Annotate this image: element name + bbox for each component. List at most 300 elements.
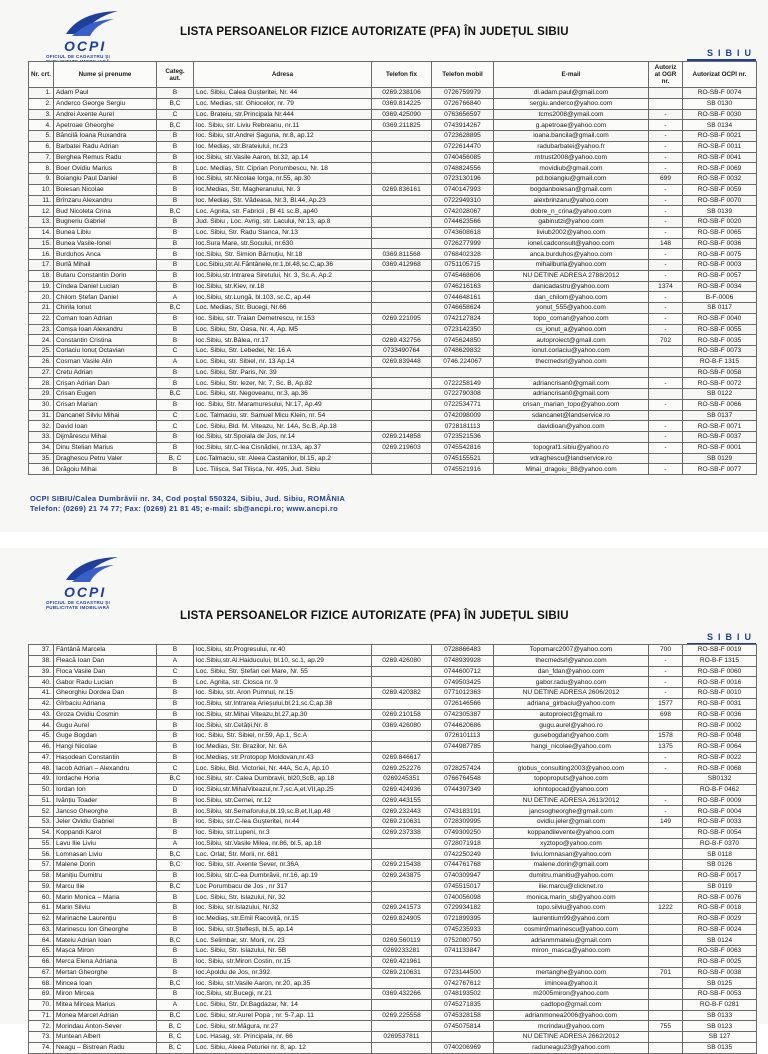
ocpi-number: RO-SB-F 0076	[683, 892, 757, 903]
authorization-category: B	[157, 238, 194, 249]
ogr-number: -	[649, 270, 683, 281]
ogr-number: -	[649, 464, 683, 475]
authorization-category: B	[157, 324, 194, 335]
person-name: Groza Ovidiu Cosmin	[54, 709, 157, 720]
address: loc.Apoldu de Jos, nr.392	[194, 967, 372, 978]
row-number: 44.	[29, 720, 54, 731]
email: mcrindau@yahoo.com	[494, 1021, 649, 1032]
ogr-number: 701	[649, 967, 683, 978]
email: NU DETINE ADRESA 2788/2012	[494, 270, 649, 281]
person-name: Miron Mircea	[54, 989, 157, 1000]
ogr-number	[649, 720, 683, 731]
row-number: 41.	[29, 688, 54, 699]
address: Loc. Brateiu, str.Principala Nr.444	[194, 109, 372, 120]
phone-mobile: 0748629832	[432, 346, 494, 357]
row-number: 69.	[29, 989, 54, 1000]
row-number: 56.	[29, 849, 54, 860]
person-name: Brînzaru Alexandru	[54, 195, 157, 206]
row-number: 42.	[29, 698, 54, 709]
email: Mihai_dragoiu_88@yahoo.com	[494, 464, 649, 475]
address: Loc. Sibiu, str.Aurel Popa , nr. 5-7,ap. 11	[194, 1010, 372, 1021]
row-number: 12.	[29, 206, 54, 217]
ocpi-number: SB 0124	[683, 935, 757, 946]
phone-mobile: 0751105715	[432, 260, 494, 271]
address: Loc. Sibiu, str.Măgura, nr.27	[194, 1021, 372, 1032]
authorization-category: B	[157, 795, 194, 806]
table-row	[29, 109, 757, 120]
person-name: Marinescu Ion Gheorghe	[54, 924, 157, 935]
person-name: Dancanet Silviu Mihai	[54, 410, 157, 421]
email: topo_coman@yahoo.com	[494, 313, 649, 324]
ocpi-number: RO-SB-F 0060	[683, 666, 757, 677]
address: Loc. Sibiu, Str. Paris, Nr. 39	[194, 367, 372, 378]
table-row	[29, 432, 757, 443]
person-name: David Ioan	[54, 421, 157, 432]
authorization-category: C	[157, 421, 194, 432]
address: loc. Sibiu, Str. Sibiel, nr.59, Ap.1, Sc.A	[194, 731, 372, 742]
table-row	[29, 195, 757, 206]
ogr-number: -	[649, 442, 683, 453]
table-row	[29, 174, 757, 185]
ogr-number	[649, 849, 683, 860]
authorization-category: B	[157, 217, 194, 228]
table-row	[29, 88, 757, 99]
address: loc. Sibiu, str. Axente Sever, nr.36A	[194, 860, 372, 871]
table-row	[29, 967, 757, 978]
ogr-number	[649, 956, 683, 967]
phone-fixed	[372, 892, 432, 903]
authorization-category: B	[157, 946, 194, 957]
authorization-category: B	[157, 399, 194, 410]
email: hangi_nicolae@yahoo.com	[494, 741, 649, 752]
phone-mobile: 0746658624	[432, 303, 494, 314]
logo-brand: OCPI	[64, 38, 107, 54]
authorization-category: B	[157, 698, 194, 709]
header-nr: Nr. crt.	[29, 62, 54, 88]
row-number: 17.	[29, 260, 54, 271]
row-number: 19.	[29, 281, 54, 292]
ogr-number	[649, 88, 683, 99]
ogr-number: -	[649, 795, 683, 806]
row-number: 13.	[29, 217, 54, 228]
header-name: Nume și prenume	[54, 62, 157, 88]
address: Jud. Sibiu , Loc. Avrig, str. Lacului, Nr.13, ap.8	[194, 217, 372, 228]
person-name: Cosman Vasile Alin	[54, 356, 157, 367]
authorization-category: B	[157, 432, 194, 443]
phone-fixed	[372, 281, 432, 292]
phone-fixed	[372, 163, 432, 174]
person-name: Monea Marcel Adrian	[54, 1010, 157, 1021]
authorization-category: B	[157, 152, 194, 163]
person-name: Floca Vasile Dan	[54, 666, 157, 677]
phone-fixed: 0269.836161	[372, 184, 432, 195]
ogr-number	[649, 935, 683, 946]
page-separator	[0, 532, 768, 548]
email: crisan_marian_topo@yahoo.com	[494, 399, 649, 410]
phone-fixed: 0269.839448	[372, 356, 432, 367]
phone-fixed: 0269.237338	[372, 827, 432, 838]
address: loc.Sibiu, str.Cernei, nr.12	[194, 795, 372, 806]
phone-mobile: 0771012363	[432, 688, 494, 699]
phone-fixed: 0269537811	[372, 1032, 432, 1043]
phone-mobile: 0748824556	[432, 163, 494, 174]
table-row	[29, 720, 757, 731]
email: bogdanboiesan@gmail.com	[494, 184, 649, 195]
ogr-number	[649, 881, 683, 892]
email: dumitru.manitiu@yahoo.com	[494, 870, 649, 881]
person-name: Lavu Ilie Liviu	[54, 838, 157, 849]
address: Loc. Hasag, str. Principala, nr. 66	[194, 1032, 372, 1043]
table-row	[29, 881, 757, 892]
ocpi-number: RO-SB-F 0029	[683, 913, 757, 924]
phone-mobile: 0744648161	[432, 292, 494, 303]
table-row	[29, 313, 757, 324]
ocpi-number: RO-SB-F 0010	[683, 688, 757, 699]
address: loc.Medias, Str. Brazilor, Nr. 6A	[194, 741, 372, 752]
row-number: 4.	[29, 120, 54, 131]
row-number: 14.	[29, 227, 54, 238]
phone-fixed	[372, 741, 432, 752]
ogr-number: -	[649, 806, 683, 817]
ogr-number	[649, 838, 683, 849]
phone-fixed: 0269.221095	[372, 313, 432, 324]
table-row	[29, 688, 757, 699]
row-number: 71.	[29, 1010, 54, 1021]
ogr-number	[649, 1010, 683, 1021]
table-row	[29, 421, 757, 432]
phone-fixed	[372, 238, 432, 249]
authorization-category: A	[157, 292, 194, 303]
authorization-category: B	[157, 313, 194, 324]
email: adrianmonea2006@yahoo.com	[494, 1010, 649, 1021]
ocpi-number: RO-SB-F 0018	[683, 903, 757, 914]
authorization-category: A	[157, 356, 194, 367]
email: vdraghescu@landservice.ro	[494, 453, 649, 464]
row-number: 30.	[29, 399, 54, 410]
address: loc. Sibiu, str. Traian Demetrescu, nr.153	[194, 313, 372, 324]
email: malene.dorin@gmail.com	[494, 860, 649, 871]
ocpi-number: RO-SB-F 0025	[683, 956, 757, 967]
phone-fixed	[372, 881, 432, 892]
phone-mobile: 0723521536	[432, 432, 494, 443]
authorization-category: B	[157, 464, 194, 475]
phone-mobile	[432, 795, 494, 806]
authorization-category: B	[157, 677, 194, 688]
row-number: 15.	[29, 238, 54, 249]
person-name: Gabor Radu Lucian	[54, 677, 157, 688]
phone-fixed	[372, 1042, 432, 1053]
phone-fixed: 0269.241573	[372, 903, 432, 914]
ogr-number: -	[649, 120, 683, 131]
phone-fixed: 0369.211825	[372, 120, 432, 131]
authorization-category: B	[157, 174, 194, 185]
authorization-category: B,C	[157, 120, 194, 131]
ogr-number	[649, 892, 683, 903]
ocpi-number: RO-SB-F 0059	[683, 184, 757, 195]
row-number: 29.	[29, 389, 54, 400]
phone-fixed	[372, 677, 432, 688]
person-name: Cîndea Daniel Lucian	[54, 281, 157, 292]
header-address: Adresa	[194, 62, 372, 88]
authorization-category: B,C	[157, 1010, 194, 1021]
phone-fixed: 0269245351	[372, 774, 432, 785]
email: jancsogheorghe@gmail.com	[494, 806, 649, 817]
table-row	[29, 763, 757, 774]
ocpi-number: SB 0117	[683, 303, 757, 314]
ogr-number	[649, 356, 683, 367]
email: NU DETINE ADRESA 2606/2012	[494, 688, 649, 699]
person-name: Butaru Constantin Dorin	[54, 270, 157, 281]
authorization-category: B	[157, 195, 194, 206]
phone-mobile: 0722258149	[432, 378, 494, 389]
phone-fixed	[372, 645, 432, 656]
phone-mobile: 0722949310	[432, 195, 494, 206]
email: mtrust2008@yahoo.com	[494, 152, 649, 163]
address: Loc. Sibiu, Str. Ștefan cel Mare, Nr. 55	[194, 666, 372, 677]
phone-fixed: 0269.560119	[372, 935, 432, 946]
ocpi-number: SB 0133	[683, 1010, 757, 1021]
address: loc.Sibiu, str.C-ea Dumbrăvii, nr.16, ap.19	[194, 870, 372, 881]
email: cs_ionut_a@yahoo.com	[494, 324, 649, 335]
ogr-number	[649, 1032, 683, 1043]
row-number: 27.	[29, 367, 54, 378]
authorization-category: B,C	[157, 774, 194, 785]
ogr-number: -	[649, 249, 683, 260]
authorization-category: B	[157, 709, 194, 720]
ocpi-number: RO-SB-F 0035	[683, 335, 757, 346]
document-page-2	[0, 548, 768, 1052]
row-number: 22.	[29, 313, 54, 324]
phone-fixed: 0269.420382	[372, 688, 432, 699]
row-number: 51.	[29, 795, 54, 806]
address: loc. Sibiu, str. Aron Pumnul, nr.15	[194, 688, 372, 699]
phone-fixed	[372, 698, 432, 709]
ogr-number: -	[649, 666, 683, 677]
row-number: 21.	[29, 303, 54, 314]
authorization-category: A	[157, 838, 194, 849]
ocpi-number: RO-SB-F 0068	[683, 763, 757, 774]
phone-mobile	[432, 367, 494, 378]
phone-mobile: 0748939928	[432, 655, 494, 666]
header-ocpi: Autorizat OCPI nr.	[683, 62, 757, 88]
address: loc.Sibiu, str.Vasile Milea, nr.86, bl.5, ap.18	[194, 838, 372, 849]
phone-fixed	[372, 924, 432, 935]
phone-mobile: 0723130196	[432, 174, 494, 185]
email: topograf1.sibiu@yahoo.ro	[494, 442, 649, 453]
person-name: Barbatei Radu Adrian	[54, 141, 157, 152]
authorization-category: C	[157, 346, 194, 357]
row-number: 48.	[29, 763, 54, 774]
row-number: 67.	[29, 967, 54, 978]
table-row	[29, 238, 757, 249]
phone-mobile: 0723144500	[432, 967, 494, 978]
phone-fixed	[372, 389, 432, 400]
person-name: Iacob Adrian – Alexandru	[54, 763, 157, 774]
document-title: LISTA PERSOANELOR FIZICE AUTORIZATE (PFA) ÎN JUDEȚUL SIBIU	[180, 610, 569, 622]
phone-fixed	[372, 152, 432, 163]
person-name: Guge Bogdan	[54, 731, 157, 742]
row-number: 2.	[29, 98, 54, 109]
address: loc.Mediaș, str.Emil Racoviță, nr.15	[194, 913, 372, 924]
authorization-category: B	[157, 741, 194, 752]
ogr-number	[649, 346, 683, 357]
phone-fixed	[372, 378, 432, 389]
ocpi-number: RO-SB-F 0071	[683, 421, 757, 432]
phone-mobile: 0726766840	[432, 98, 494, 109]
phone-mobile: 0728257424	[432, 763, 494, 774]
row-number: 55.	[29, 838, 54, 849]
row-number: 53.	[29, 817, 54, 828]
table-row	[29, 141, 757, 152]
table-row	[29, 410, 757, 421]
person-name: Hașodean Constantin	[54, 752, 157, 763]
address: loc.Sibiu, Str. Simion Bărnuțiu, Nr.18	[194, 249, 372, 260]
ogr-number	[649, 1042, 683, 1053]
header-category: Categ. aut.	[157, 62, 194, 88]
person-name: Drăgoiu Mihai	[54, 464, 157, 475]
ogr-number: 1222	[649, 903, 683, 914]
phone-mobile: 0746216163	[432, 281, 494, 292]
table-row	[29, 131, 757, 142]
phone-mobile: 0749309250	[432, 827, 494, 838]
ocpi-number: SB 0130	[683, 98, 757, 109]
document-title: LISTA PERSOANELOR FIZICE AUTORIZATE (PFA) ÎN JUDEȚUL SIBIU	[180, 26, 569, 38]
email: m2005miron@yahoo.com	[494, 989, 649, 1000]
ocpi-number: RO-SB-F 0054	[683, 827, 757, 838]
ogr-number	[649, 367, 683, 378]
email: gusebogdan@yahoo.com	[494, 731, 649, 742]
person-name: Bugneriu Gabriel	[54, 217, 157, 228]
ocpi-number: RO-SB-F 0066	[683, 399, 757, 410]
email: NU DETINE ADRESA 2613/2012	[494, 795, 649, 806]
phone-fixed: 0269.219603	[372, 442, 432, 453]
address: loc. Sibiu, str. Liviu Rebreanu, nr.11	[194, 120, 372, 131]
authorization-category: B, C	[157, 1021, 194, 1032]
ogr-number	[649, 453, 683, 464]
table-row	[29, 1032, 757, 1043]
ogr-number: -	[649, 227, 683, 238]
phone-fixed: 0369.814225	[372, 98, 432, 109]
authorization-category: C	[157, 763, 194, 774]
logo-brand: OCPI	[64, 584, 107, 600]
phone-fixed: 0269.426080	[372, 655, 432, 666]
authorization-category: B	[157, 131, 194, 142]
ocpi-number: RO-SB-F 0072	[683, 378, 757, 389]
ogr-number: -	[649, 688, 683, 699]
address: loc.Sibiu,str.MihaiViteazul,nr.7,sc.A,et.VII,ap.25	[194, 784, 372, 795]
phone-fixed	[372, 731, 432, 742]
ocpi-number: RO-SB-F 0055	[683, 324, 757, 335]
row-number: 36.	[29, 464, 54, 475]
phone-fixed: 0269.421961	[372, 956, 432, 967]
row-number: 70.	[29, 999, 54, 1010]
email: anca.burduhos@yahoo.com	[494, 249, 649, 260]
row-number: 54.	[29, 827, 54, 838]
ocpi-number: RO-SB-F 0009	[683, 795, 757, 806]
email: miron_masca@yahoo.com	[494, 946, 649, 957]
ogr-number: -	[649, 195, 683, 206]
ocpi-number: RO-SB-F 0030	[683, 109, 757, 120]
phone-fixed	[372, 978, 432, 989]
authorization-category: B, C	[157, 1032, 194, 1043]
email: yonut_555@yahoo.com	[494, 303, 649, 314]
address: loc.Mediaș, str.Protopop Moldovan,nr.43	[194, 752, 372, 763]
person-name: Fleacă Ioan Dan	[54, 655, 157, 666]
address: loc. Sibiu, str.Andrei Șaguna, nr.8, ap.12	[194, 131, 372, 142]
phone-fixed: 0269.232443	[372, 806, 432, 817]
table-row	[29, 1010, 757, 1021]
phone-mobile: 0744620686	[432, 720, 494, 731]
ocpi-number: SB 127	[683, 1032, 757, 1043]
table-row	[29, 442, 757, 453]
table-row	[29, 892, 757, 903]
header-phone-fixed: Telefon fix	[372, 62, 432, 88]
phone-fixed: 0733490764	[372, 346, 432, 357]
ocpi-number: RO-SB-F 0002	[683, 720, 757, 731]
ogr-number: 699	[649, 174, 683, 185]
ocpi-number: RO-SB-F 0075	[683, 249, 757, 260]
authorization-category: B	[157, 967, 194, 978]
email: liviub2002@yahoo.com	[494, 227, 649, 238]
table-row	[29, 698, 757, 709]
row-number: 31.	[29, 410, 54, 421]
row-number: 5.	[29, 131, 54, 142]
email: radubarbatei@yahoo.fr	[494, 141, 649, 152]
email: topoproputs@yahoo.com	[494, 774, 649, 785]
person-name: Marin Silviu	[54, 903, 157, 914]
ocpi-number: SB 0122	[683, 389, 757, 400]
row-number: 8.	[29, 163, 54, 174]
phone-mobile: 0721899395	[432, 913, 494, 924]
address: loc.Sibiu, str.Nicolae Iorga, nr.55, ap.30	[194, 174, 372, 185]
table-row	[29, 774, 757, 785]
row-number: 28.	[29, 378, 54, 389]
row-number: 64.	[29, 935, 54, 946]
ogr-number: 755	[649, 1021, 683, 1032]
pfa-table-1	[28, 61, 757, 475]
address: loc.Sura Mare, str.Socului, nr.630	[194, 238, 372, 249]
phone-mobile: 0745328158	[432, 1010, 494, 1021]
address: Loc. Agnita, str. Closca nr. 9	[194, 677, 372, 688]
email: alexbrinzaru@yahoo.com	[494, 195, 649, 206]
address: Loc. Sibiu, Bld. Victoriei, Nr. 44A, Sc.A, Ap.10	[194, 763, 372, 774]
table-row	[29, 98, 757, 109]
person-name: Boiangiu Paul Daniel	[54, 174, 157, 185]
authorization-category: B	[157, 817, 194, 828]
email: pd.boiangiu@gmail.com	[494, 174, 649, 185]
person-name: Neagu – Bistrean Radu	[54, 1042, 157, 1053]
document-footer	[30, 494, 730, 514]
ogr-number	[649, 389, 683, 400]
phone-mobile: 0752080750	[432, 935, 494, 946]
address: loc.Sibiu, str.Vasile Aaron, bl.32, ap.14	[194, 152, 372, 163]
ocpi-number: RO-B-F 0370	[683, 838, 757, 849]
ocpi-number: RO-SB-F 0022	[683, 752, 757, 763]
address: loc. Sibiu, str.Vasile Aaron, nr.20, ap.35	[194, 978, 372, 989]
phone-fixed: 0269.210631	[372, 817, 432, 828]
ocpi-number: RO-SB-F 0064	[683, 741, 757, 752]
person-name: Dinu Stelian Marius	[54, 442, 157, 453]
email: gabor.radu@yahoo.com	[494, 677, 649, 688]
table-row	[29, 270, 757, 281]
ogr-number: 698	[649, 709, 683, 720]
ocpi-number: RO-SB-F 0065	[683, 227, 757, 238]
table-row	[29, 752, 757, 763]
ogr-number: -	[649, 655, 683, 666]
table-row	[29, 870, 757, 881]
ocpi-number: RO-SB-F 0011	[683, 141, 757, 152]
phone-mobile: 0768402328	[432, 249, 494, 260]
